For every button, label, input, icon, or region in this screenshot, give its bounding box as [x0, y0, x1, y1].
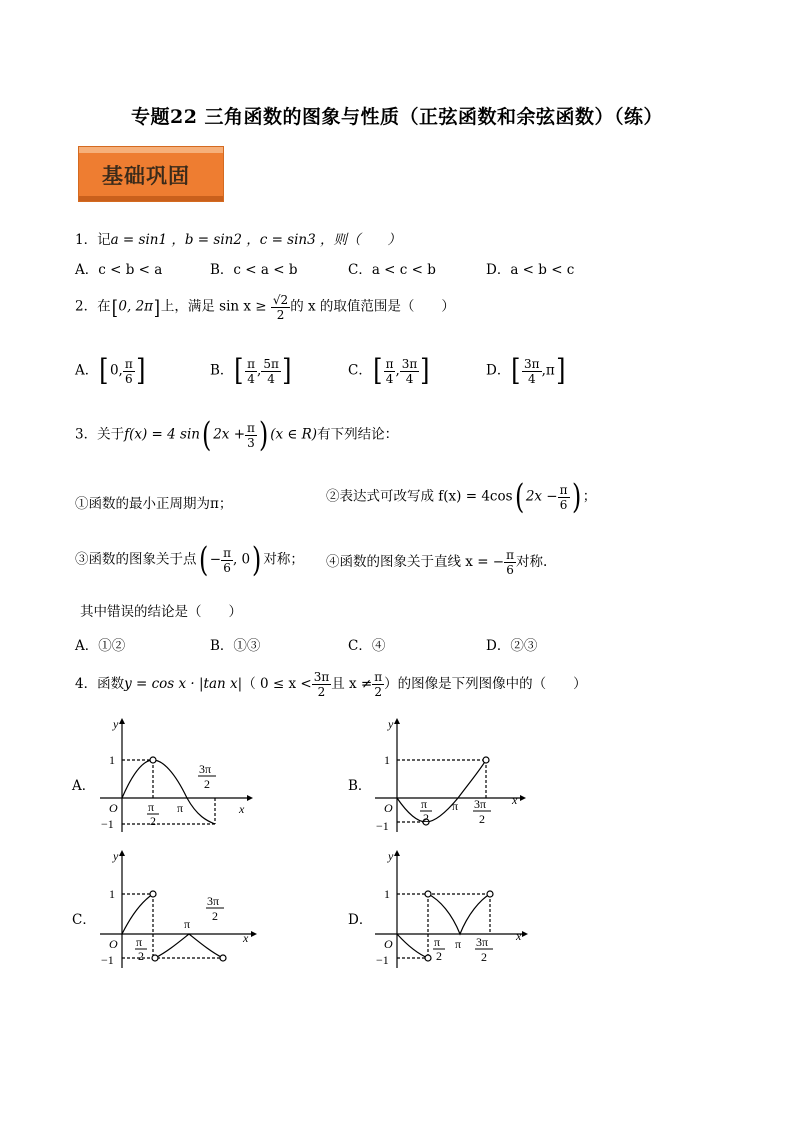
- q1-option-b: B．c < a < b: [210, 262, 298, 278]
- q3-conclusion-2: ②表达式可改写成 f(x) = 4cos( 2x − $\frac{\pi}{6}$ ) ；: [326, 477, 597, 517]
- q4-stem: 4．函数y = cos x · |tan x|（ 0 ≤ x < $\frac{3\pi}{2}$ 且 x ≠ $\frac{\pi}{2}$ ）的图像是下列图像中的（ ）: [75, 670, 587, 699]
- svg-text:π: π: [421, 797, 428, 811]
- svg-text:1: 1: [384, 887, 390, 901]
- q3-stem: 3．关于f(x) = 4 sin( 2x + $\frac{\pi}{3}$ ) (x ∈ R)有下列结论：: [75, 415, 399, 455]
- tick-label: −1: [101, 817, 114, 831]
- q1-option-a: A．c < b < a: [75, 262, 163, 278]
- svg-text:y: y: [388, 718, 394, 731]
- svg-text:2: 2: [212, 909, 218, 923]
- x-arrow: [247, 795, 253, 801]
- q4-option-b-label: B．: [348, 778, 372, 794]
- q1-stem: [75, 228, 401, 248]
- svg-text:O: O: [384, 801, 393, 815]
- svg-text:y: y: [388, 850, 394, 863]
- q2-interval: 0, 2π: [118, 298, 154, 315]
- svg-text:π: π: [434, 935, 441, 949]
- svg-text:π: π: [452, 799, 459, 813]
- q3-option-c: C．④: [348, 638, 386, 654]
- svg-text:2: 2: [423, 811, 429, 825]
- q1-expr: a = sin1 ，b = sin2 ，c = sin3 ，则（ ）: [110, 232, 401, 248]
- open-point: [150, 757, 156, 763]
- graph-d-curve: [397, 934, 428, 958]
- open-point: [425, 891, 431, 897]
- q3-option-a: A．①②: [75, 638, 126, 654]
- svg-text:x: x: [512, 793, 518, 807]
- q3-option-d: D．②③: [486, 638, 538, 654]
- tick-label: π: [148, 800, 155, 814]
- axis-label: x: [239, 802, 245, 816]
- q1-option-d: D．a < b < c: [486, 262, 575, 278]
- page-title: 专题22 三角函数的图象与性质（正弦函数和余弦函数）（练）: [130, 106, 664, 128]
- open-point: [487, 891, 493, 897]
- axis-label: O: [109, 801, 118, 815]
- svg-text:2: 2: [481, 950, 487, 964]
- svg-text:x: x: [516, 929, 522, 943]
- x-arrow: [520, 795, 526, 801]
- graph-c-curve: [155, 934, 223, 958]
- y-arrow: [119, 718, 125, 724]
- svg-text:3π: 3π: [474, 797, 487, 811]
- svg-text:x: x: [243, 931, 249, 945]
- q3-conclusion-4: ④函数的图象关于直线 x = − $\frac{\pi}{6}$ 对称.: [326, 548, 548, 577]
- q2-option-d: D．[ $\frac{3\pi}{4}$ ,π]: [486, 353, 566, 388]
- y-arrow: [394, 718, 400, 724]
- q4-graph-a: [95, 718, 255, 838]
- q4-option-c-label: C．: [72, 912, 96, 928]
- tick-label: 2: [150, 814, 156, 828]
- q2-mid: 上，满足 sin x ≥: [160, 298, 267, 315]
- svg-text:O: O: [109, 937, 118, 951]
- q4-graph-d: [370, 850, 535, 975]
- svg-text:π: π: [455, 937, 462, 951]
- svg-text:−1: −1: [376, 819, 389, 833]
- q3-option-b: B．①③: [210, 638, 261, 654]
- q2-prefix: 2．在: [75, 298, 111, 315]
- open-point: [483, 757, 489, 763]
- banner-shadow: [79, 196, 223, 201]
- svg-text:−1: −1: [376, 953, 389, 967]
- graph-d-curve: [428, 894, 490, 934]
- q4-graph-b: [370, 718, 530, 838]
- q3-conclusion-1: ①函数的最小正周期为π；: [75, 496, 233, 512]
- open-point: [152, 955, 158, 961]
- q4-option-a-label: A．: [72, 778, 96, 794]
- svg-text:2: 2: [479, 812, 485, 826]
- q2-option-c: C．[ $\frac{\pi}{4}$ , $\frac{3\pi}{4}$ ]: [348, 353, 430, 388]
- graph-b-curve: [397, 760, 486, 822]
- banner-label: 基础巩固: [102, 164, 190, 188]
- q2-stem: 2．在[0, 2π]上，满足 sin x ≥ $\frac{√2}{2}$ 的 x 的取值范围是（ ）: [75, 292, 455, 322]
- open-point: [150, 891, 156, 897]
- graph-c-curve: [122, 894, 153, 934]
- banner-highlight: [79, 147, 223, 153]
- tick-label: 3π: [199, 762, 212, 776]
- svg-text:π: π: [184, 917, 191, 931]
- q4-graph-c: [95, 850, 260, 975]
- open-point: [425, 955, 431, 961]
- svg-text:2: 2: [436, 949, 442, 963]
- svg-text:2: 2: [138, 949, 144, 963]
- svg-text:1: 1: [109, 887, 115, 901]
- tick-label: 1: [109, 753, 115, 767]
- q1-option-c: C．a < c < b: [348, 262, 436, 278]
- svg-text:3π: 3π: [476, 935, 489, 949]
- svg-text:3π: 3π: [207, 894, 220, 908]
- section-banner: [78, 146, 224, 202]
- q2-suffix: 的 x 的取值范围是（ ）: [290, 298, 455, 315]
- q2-option-a: A．[0, $\frac{\pi}{6}$ ]: [75, 353, 146, 388]
- q1-prefix: 1．记: [75, 232, 111, 248]
- tick-label: 2: [204, 777, 210, 791]
- svg-text:−1: −1: [101, 953, 114, 967]
- q4-option-d-label: D．: [348, 912, 373, 928]
- svg-text:y: y: [113, 850, 119, 863]
- q3-conclusion-3: ③函数的图象关于点( − $\frac{\pi}{6}$ , 0) 对称；: [75, 540, 304, 580]
- open-point: [220, 955, 226, 961]
- svg-text:π: π: [136, 935, 143, 949]
- q2-option-b: B．[ $\frac{\pi}{4}$ , $\frac{5\pi}{4}$ ]: [210, 353, 292, 388]
- axis-label: y: [113, 718, 119, 731]
- tick-label: π: [177, 801, 184, 815]
- svg-text:1: 1: [384, 753, 390, 767]
- q2-fraction: $\frac{√2}{2}$: [272, 292, 289, 322]
- q3-wrong-question: 其中错误的结论是（ ）: [80, 604, 242, 620]
- svg-text:O: O: [384, 937, 393, 951]
